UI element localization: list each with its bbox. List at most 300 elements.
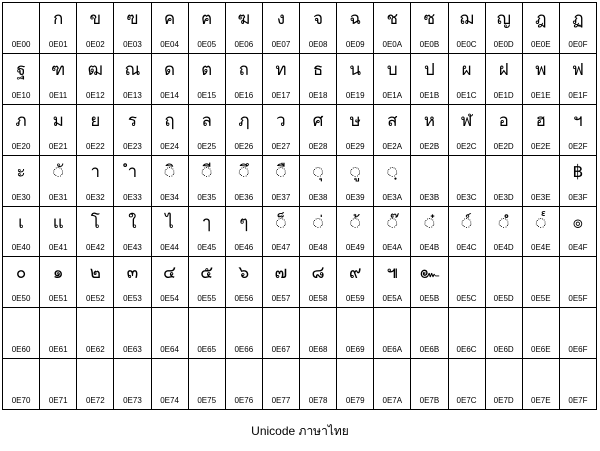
cell-codepoint: 0E28: [308, 141, 328, 151]
table-cell: [263, 156, 300, 207]
table-cell: [300, 359, 337, 410]
table-cell: [411, 54, 448, 105]
cell-glyph: ร: [127, 110, 137, 131]
cell-codepoint: 0E47: [271, 243, 291, 253]
cell-codepoint: 0E6D: [493, 345, 514, 355]
cell-glyph: เ: [18, 212, 24, 233]
cell-codepoint: 0E0A: [382, 39, 403, 49]
cell-codepoint: 0E39: [345, 192, 365, 202]
cell-codepoint: 0E29: [345, 141, 365, 151]
cell-glyph: ห: [423, 110, 436, 131]
table-cell: [3, 207, 40, 258]
cell-glyph: ๅ: [202, 212, 211, 233]
cell-glyph: [523, 364, 559, 388]
table-cell: [152, 105, 189, 156]
cell-codepoint: 0E07: [271, 39, 291, 49]
table-cell: [560, 156, 597, 207]
cell-glyph: [560, 313, 596, 337]
cell-glyph: ฑ: [51, 59, 66, 80]
cell-codepoint: 0E4C: [456, 243, 477, 253]
table-cell: [226, 359, 263, 410]
table-cell: [189, 257, 226, 308]
cell-glyph: ฤ: [164, 110, 175, 131]
table-cell: [3, 257, 40, 308]
cell-codepoint: 0E75: [197, 396, 217, 405]
cell-codepoint: 0E6C: [456, 345, 477, 355]
cell-codepoint: 0E04: [160, 39, 179, 49]
cell-codepoint: 0E30: [11, 192, 31, 202]
cell-codepoint: 0E43: [123, 243, 142, 253]
table-cell: [114, 54, 151, 105]
table-cell: [189, 308, 226, 359]
cell-codepoint: 0E12: [85, 90, 105, 100]
table-cell: [226, 308, 263, 359]
cell-codepoint: 0E01: [48, 39, 68, 49]
table-cell: [263, 257, 300, 308]
cell-glyph: [300, 313, 336, 337]
cell-codepoint: 0E27: [271, 141, 291, 151]
cell-glyph: แ: [52, 212, 64, 233]
cell-glyph: ก: [53, 9, 64, 29]
table-cell: [226, 3, 263, 54]
cell-codepoint: 0E02: [85, 39, 105, 49]
cell-codepoint: 0E17: [271, 90, 291, 100]
cell-codepoint: 0E63: [123, 345, 142, 355]
cell-glyph: [560, 364, 596, 388]
cell-glyph: โ: [90, 212, 100, 233]
cell-glyph: ◌ิ: [164, 161, 175, 182]
cell-codepoint: 0E06: [234, 39, 254, 49]
table-cell: [77, 3, 114, 54]
cell-codepoint: 0E11: [49, 90, 68, 100]
table-cell: [226, 105, 263, 156]
cell-codepoint: 0E77: [271, 396, 291, 405]
cell-codepoint: 0E2F: [568, 141, 588, 151]
table-cell: [77, 105, 114, 156]
cell-glyph: [523, 313, 559, 337]
cell-glyph: ำ: [127, 161, 138, 182]
table-cell: [3, 308, 40, 359]
table-cell: [523, 156, 560, 207]
cell-glyph: [114, 364, 150, 388]
cell-codepoint: 0E3D: [493, 192, 514, 202]
cell-glyph: ถ: [238, 59, 249, 80]
table-cell: [263, 3, 300, 54]
cell-glyph: ท: [275, 59, 287, 80]
cell-glyph: [77, 364, 113, 388]
table-cell: [374, 207, 411, 258]
cell-codepoint: 0E40: [11, 243, 31, 253]
table-cell: [152, 257, 189, 308]
table-caption: Unicode ภาษาไทย: [251, 424, 349, 438]
cell-codepoint: 0E38: [308, 192, 328, 202]
cell-codepoint: 0E0D: [493, 39, 514, 49]
cell-codepoint: 0E1D: [493, 90, 514, 100]
cell-glyph: [40, 313, 76, 337]
cell-codepoint: 0E7B: [419, 396, 440, 405]
cell-glyph: ฆ: [237, 9, 251, 29]
cell-glyph: [300, 364, 336, 388]
cell-codepoint: 0E50: [11, 294, 31, 304]
cell-glyph: อ: [498, 110, 509, 131]
table-cell: [411, 308, 448, 359]
table-cell: [337, 3, 374, 54]
cell-glyph: ญ: [496, 9, 511, 29]
cell-codepoint: 0E25: [197, 141, 217, 151]
table-cell: [40, 156, 77, 207]
cell-glyph: ง: [276, 9, 286, 29]
cell-codepoint: 0E69: [345, 345, 365, 355]
table-cell: [3, 54, 40, 105]
cell-codepoint: 0E2E: [531, 141, 551, 151]
table-cell: [560, 257, 597, 308]
cell-codepoint: 0E2B: [419, 141, 440, 151]
cell-glyph: ๓: [126, 263, 139, 284]
cell-glyph: น: [349, 59, 361, 80]
cell-codepoint: 0E3F: [568, 192, 588, 202]
cell-codepoint: 0E5F: [568, 294, 588, 304]
cell-codepoint: 0E3C: [456, 192, 477, 202]
table-cell: [560, 207, 597, 258]
table-cell: [449, 105, 486, 156]
cell-glyph: [411, 364, 447, 388]
cell-codepoint: 0E00: [11, 39, 31, 49]
cell-glyph: ◌ํ: [498, 212, 509, 233]
table-cell: [486, 3, 523, 54]
cell-glyph: ฎ: [535, 9, 547, 29]
cell-codepoint: 0E49: [345, 243, 365, 253]
cell-codepoint: 0E14: [160, 90, 179, 100]
cell-glyph: ไ: [165, 212, 174, 233]
cell-glyph: ภ: [15, 110, 27, 131]
table-cell: [40, 308, 77, 359]
table-cell: [189, 359, 226, 410]
table-cell: [523, 3, 560, 54]
table-cell: [263, 105, 300, 156]
cell-codepoint: 0E1F: [568, 90, 588, 100]
table-cell: [152, 3, 189, 54]
cell-glyph: [263, 313, 299, 337]
cell-glyph: ด: [164, 59, 176, 80]
cell-glyph: ฏ: [572, 9, 584, 29]
table-cell: [300, 257, 337, 308]
table-cell: [3, 156, 40, 207]
cell-codepoint: 0E31: [48, 192, 68, 202]
cell-glyph: ๚: [386, 263, 399, 284]
cell-glyph: ฒ: [87, 59, 103, 80]
cell-codepoint: 0E48: [308, 243, 328, 253]
cell-codepoint: 0E1C: [456, 90, 477, 100]
cell-codepoint: 0E18: [308, 90, 328, 100]
cell-glyph: [3, 313, 39, 337]
table-cell: [411, 156, 448, 207]
cell-codepoint: 0E26: [234, 141, 254, 151]
cell-codepoint: 0E33: [123, 192, 142, 202]
table-cell: [337, 105, 374, 156]
cell-codepoint: 0E45: [197, 243, 217, 253]
table-cell: [449, 54, 486, 105]
cell-codepoint: 0E3B: [419, 192, 440, 202]
cell-codepoint: 0E6F: [568, 345, 588, 355]
cell-glyph: ษ: [349, 110, 361, 131]
table-cell: [560, 308, 597, 359]
cell-glyph: ๕: [200, 263, 214, 284]
cell-glyph: [411, 313, 447, 337]
cell-glyph: [486, 364, 522, 388]
cell-glyph: ◌ื: [275, 161, 287, 182]
table-cell: [152, 359, 189, 410]
table-cell: [152, 54, 189, 105]
table-cell: [486, 359, 523, 410]
cell-glyph: ศ: [312, 110, 324, 131]
table-cell: [114, 308, 151, 359]
cell-codepoint: 0E32: [85, 192, 105, 202]
table-cell: [449, 308, 486, 359]
table-cell: [152, 308, 189, 359]
table-cell: [77, 156, 114, 207]
cell-codepoint: 0E55: [197, 294, 217, 304]
cell-codepoint: 0E67: [271, 345, 291, 355]
table-cell: [77, 359, 114, 410]
cell-codepoint: 0E16: [234, 90, 254, 100]
cell-glyph: ◌ุ: [312, 161, 324, 182]
table-cell: [300, 54, 337, 105]
cell-codepoint: 0E1B: [419, 90, 440, 100]
cell-glyph: ◌๊: [387, 212, 398, 233]
table-cell: [374, 54, 411, 105]
table-cell: [114, 156, 151, 207]
table-cell: [411, 359, 448, 410]
table-cell: [263, 207, 300, 258]
table-cell: [189, 54, 226, 105]
cell-glyph: ◌็: [275, 212, 287, 233]
table-cell: [77, 207, 114, 258]
cell-glyph: ◌้: [349, 212, 361, 233]
table-cell: [300, 156, 337, 207]
cell-glyph: ๏: [572, 212, 584, 233]
table-cell: [40, 3, 77, 54]
cell-glyph: [374, 313, 410, 337]
cell-glyph: ผ: [461, 59, 472, 80]
cell-glyph: ซ: [423, 9, 436, 29]
cell-codepoint: 0E7D: [493, 396, 514, 405]
table-cell: [189, 3, 226, 54]
cell-glyph: ฃ: [126, 9, 139, 29]
cell-glyph: [486, 161, 522, 185]
cell-codepoint: 0E4F: [568, 243, 588, 253]
cell-glyph: [189, 313, 225, 337]
cell-glyph: ◌่: [312, 212, 324, 233]
cell-glyph: ป: [424, 59, 435, 80]
cell-glyph: [226, 364, 262, 388]
cell-codepoint: 0E5C: [456, 294, 477, 304]
cell-codepoint: 0E74: [160, 396, 179, 405]
table-cell: [374, 105, 411, 156]
cell-codepoint: 0E78: [308, 396, 328, 405]
table-cell: [263, 308, 300, 359]
table-cell: [523, 105, 560, 156]
table-cell: [449, 359, 486, 410]
table-cell: [411, 257, 448, 308]
table-cell: [337, 156, 374, 207]
cell-codepoint: 0E72: [85, 396, 105, 405]
cell-glyph: พ: [535, 59, 547, 80]
table-cell: [226, 257, 263, 308]
cell-glyph: จ: [313, 9, 324, 29]
cell-codepoint: 0E4A: [382, 243, 403, 253]
cell-codepoint: 0E3A: [382, 192, 403, 202]
cell-glyph: ฐ: [16, 59, 26, 80]
cell-codepoint: 0E41: [48, 243, 68, 253]
cell-codepoint: 0E68: [308, 345, 328, 355]
cell-codepoint: 0E6B: [419, 345, 440, 355]
table-cell: [77, 257, 114, 308]
cell-codepoint: 0E10: [11, 90, 31, 100]
table-cell: [300, 3, 337, 54]
table-cell: [374, 359, 411, 410]
table-cell: [337, 308, 374, 359]
cell-codepoint: 0E05: [197, 39, 217, 49]
cell-glyph: ฝ: [498, 59, 509, 80]
cell-glyph: ย: [90, 110, 101, 131]
cell-codepoint: 0E7F: [568, 396, 588, 405]
cell-codepoint: 0E76: [234, 396, 254, 405]
cell-glyph: ฉ: [349, 9, 361, 29]
cell-codepoint: 0E3E: [531, 192, 551, 202]
cell-glyph: ะ: [16, 161, 26, 182]
cell-codepoint: 0E20: [11, 141, 31, 151]
table-cell: [523, 257, 560, 308]
table-cell: [449, 207, 486, 258]
cell-glyph: ◌ึ: [238, 161, 250, 182]
cell-codepoint: 0E6A: [382, 345, 403, 355]
cell-codepoint: 0E66: [234, 345, 254, 355]
cell-codepoint: 0E4E: [531, 243, 551, 253]
cell-codepoint: 0E5D: [493, 294, 514, 304]
cell-glyph: ฬ: [460, 110, 473, 131]
cell-codepoint: 0E52: [85, 294, 105, 304]
cell-glyph: [226, 313, 262, 337]
table-cell: [40, 359, 77, 410]
table-cell: [40, 54, 77, 105]
cell-codepoint: 0E0E: [531, 39, 551, 49]
table-cell: [226, 156, 263, 207]
table-cell: [337, 359, 374, 410]
cell-glyph: [3, 8, 39, 32]
table-cell: [337, 207, 374, 258]
table-cell: [300, 105, 337, 156]
table-cell: [226, 54, 263, 105]
cell-glyph: ◌ฺ: [387, 161, 398, 182]
cell-glyph: [486, 313, 522, 337]
cell-glyph: ส: [387, 110, 398, 131]
cell-glyph: ธ: [312, 59, 324, 80]
table-cell: [114, 257, 151, 308]
table-cell: [523, 308, 560, 359]
cell-codepoint: 0E4D: [493, 243, 514, 253]
cell-glyph: [263, 364, 299, 388]
table-cell: [152, 207, 189, 258]
cell-glyph: [449, 313, 485, 337]
cell-glyph: ◌์: [461, 212, 472, 233]
cell-glyph: [152, 313, 188, 337]
cell-codepoint: 0E0C: [456, 39, 477, 49]
cell-codepoint: 0E79: [345, 396, 365, 405]
table-cell: [40, 207, 77, 258]
table-cell: [300, 308, 337, 359]
table-cell: [77, 54, 114, 105]
cell-codepoint: 0E21: [48, 141, 68, 151]
cell-codepoint: 0E44: [160, 243, 179, 253]
cell-glyph: ค: [163, 9, 176, 29]
table-cell: [486, 105, 523, 156]
table-cell: [523, 207, 560, 258]
cell-codepoint: 0E03: [123, 39, 142, 49]
cell-codepoint: 0E19: [345, 90, 365, 100]
cell-glyph: ฿: [572, 161, 584, 182]
cell-codepoint: 0E61: [48, 345, 68, 355]
cell-codepoint: 0E24: [160, 141, 179, 151]
cell-glyph: [337, 313, 373, 337]
table-cell: [114, 3, 151, 54]
unicode-thai-table: [2, 2, 597, 410]
cell-codepoint: 0E35: [197, 192, 217, 202]
cell-glyph: ๘: [311, 263, 325, 284]
cell-glyph: [560, 262, 596, 286]
cell-codepoint: 0E2C: [456, 141, 477, 151]
cell-glyph: [77, 313, 113, 337]
table-cell: [449, 257, 486, 308]
table-cell: [337, 257, 374, 308]
cell-glyph: ล: [201, 110, 212, 131]
cell-codepoint: 0E2A: [382, 141, 403, 151]
cell-glyph: ๗: [274, 263, 288, 284]
cell-codepoint: 0E7C: [456, 396, 477, 405]
cell-glyph: า: [90, 161, 101, 182]
cell-glyph: [486, 262, 522, 286]
cell-codepoint: 0E73: [123, 396, 142, 405]
table-cell: [560, 3, 597, 54]
table-cell: [486, 54, 523, 105]
cell-codepoint: 0E34: [160, 192, 179, 202]
cell-codepoint: 0E13: [123, 90, 142, 100]
cell-glyph: ใ: [128, 212, 137, 233]
table-cell: [189, 156, 226, 207]
cell-glyph: ๛: [419, 263, 440, 284]
cell-glyph: [337, 364, 373, 388]
table-cell: [411, 105, 448, 156]
cell-glyph: [40, 364, 76, 388]
cell-codepoint: 0E15: [197, 90, 217, 100]
table-cell: [560, 105, 597, 156]
cell-glyph: ๑: [52, 263, 64, 284]
cell-codepoint: 0E23: [123, 141, 142, 151]
cell-glyph: [374, 364, 410, 388]
table-cell: [263, 359, 300, 410]
cell-codepoint: 0E2D: [493, 141, 514, 151]
table-cell: [3, 3, 40, 54]
cell-glyph: ว: [276, 110, 286, 131]
cell-codepoint: 0E57: [271, 294, 291, 304]
table-cell: [523, 359, 560, 410]
cell-codepoint: 0E6E: [531, 345, 551, 355]
cell-codepoint: 0E5E: [531, 294, 551, 304]
table-cell: [486, 156, 523, 207]
cell-codepoint: 0E5A: [382, 294, 403, 304]
table-cell: [114, 359, 151, 410]
table-cell: [226, 207, 263, 258]
table-cell: [189, 105, 226, 156]
